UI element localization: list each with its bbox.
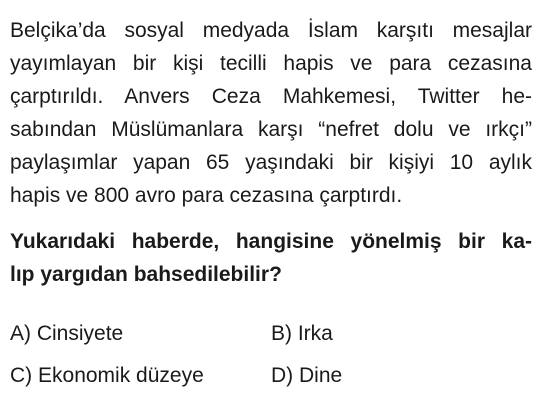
option-text: Dine <box>299 364 343 387</box>
passage-line: paylaşımlar yapan 65 yaşındaki bir kişiyi 10 aylık <box>10 151 532 174</box>
option-text: Irka <box>297 322 333 345</box>
passage-line: yayımlayan bir kişi tecilli hapis ve para cezasına <box>10 52 532 75</box>
option-letter: D) <box>271 364 294 387</box>
option-b[interactable] <box>271 321 333 347</box>
option-letter: C) <box>10 364 33 387</box>
option-a[interactable] <box>10 321 123 347</box>
option-letter: A) <box>10 322 31 345</box>
question-line: Yukarıdaki haberde, hangisine yönelmiş bir ka- <box>10 230 532 253</box>
option-c[interactable] <box>10 363 204 389</box>
passage-line: çarptırıldı. Anvers Ceza Mahkemesi, Twitter he- <box>10 85 532 108</box>
question-line: lıp yargıdan bahsedilebilir? <box>10 263 282 286</box>
question-card <box>10 0 534 401</box>
option-text: Cinsiyete <box>36 322 124 345</box>
passage-line: Belçika’da sosyal medyada İslam karşıtı mesajlar <box>10 19 532 42</box>
option-text: Ekonomik düzeye <box>38 364 204 387</box>
passage-line: sabından Müslümanlara karşı “nefret dolu ve ırkçı” <box>10 118 532 141</box>
option-d[interactable] <box>271 363 342 389</box>
option-letter: B) <box>271 322 292 345</box>
passage-line: hapis ve 800 avro para cezasına çarptırdı. <box>10 184 403 207</box>
